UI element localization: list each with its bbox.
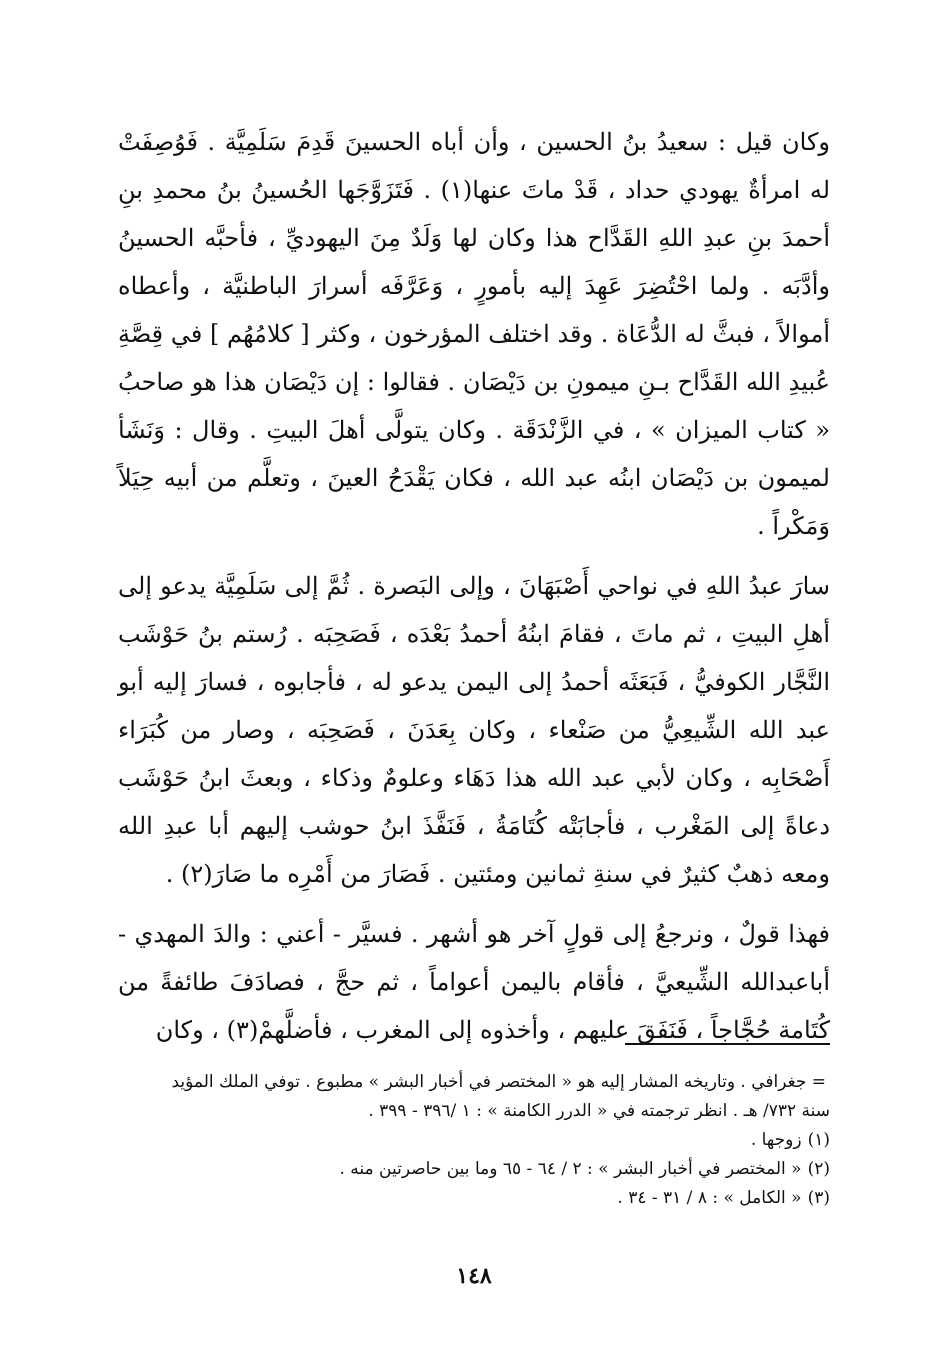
footnote-2	[118, 1155, 830, 1184]
footnote-3-text: « الكامل » : ٨ / ٣١ - ٣٤ .	[617, 1188, 802, 1208]
paragraph-3: فهذا قولٌ ، ونرجعُ إلى قولٍ آخر هو أشهر . فسيَّر - أعني : والدَ المهدي - أباعبدالله الشِّيعيَّ ، فأقام باليمن أعواماً ، ثم حجَّ ، فصادَفَ طائفةً من كُتَامة حُجَّاجاً ، فَنَفَقَ عليهم ، وأخذوه إلى المغرب ، فأضلَّهمْ(٣) ، وكان	[118, 920, 830, 1044]
footnote-2-text: « المختصر في أخبار البشر » : ٢ / ٦٤ - ٦٥ وما بين حاصرتين منه .	[339, 1159, 802, 1179]
footnote-2-number: (٢)	[807, 1159, 830, 1179]
footnote-1-number: (١)	[807, 1130, 830, 1150]
footnote-separator	[625, 1043, 830, 1045]
footnotes	[118, 1068, 830, 1213]
footnote-3	[118, 1184, 830, 1213]
paragraph-1: وكان قيل : سعيدُ بنُ الحسين ، وأن أباه الحسينَ قَدِمَ سَلَمِيَّة . فَوُصِفَتْ له امرأةٌ يهودي حداد ، قَدْ ماتَ عنها(١) . فَتَزَوَّجَها الحُسينُ بنُ محمدِ بنِ أحمدَ بنِ عبدِ اللهِ القَدَّاح هذا وكان لها وَلَدٌ مِنَ اليهوديِّ ، فأحبَّه الحسينُ وأدَّبَه . ولما احْتُضِرَ عَهِدَ إليه بأمورٍ ، وَعَرَّفَه أسرارَ الباطنيَّة ، وأعطاه أموالاً ، فبثَّ له الدُّعَاة . وقد اختلف المؤرخون ، وكثر [ كلامُهُم ] في قِصَّةِ عُبيدِ الله القَدَّاح بـنِ ميمونِ بن دَيْصَان . فقالوا : إن دَيْصَان هذا هو صاحبُ « كتاب الميزان » ، في الزَّنْدَقَة . وكان يتولَّى أهلَ البيتِ . وقال : وَنَشَأ لميمون بن دَيْصَان ابنُه عبد الله ، فكان يَقْدَحُ العينَ ، وتعلَّم من أبيه حِيَلاً وَمَكْراً .	[118, 128, 831, 540]
footnote-1	[118, 1126, 830, 1155]
footnote-continuation-line-1: = جغرافي . وتاريخه المشار إليه هو « المختصر في أخبار البشر » مطبوع . توفي الملك المؤيد	[171, 1072, 826, 1092]
paragraph-2: سارَ عبدُ اللهِ في نواحي أَصْبَهَانَ ، وإلى البَصرة . ثُمَّ إلى سَلَمِيَّة يدعو إلى أهلِ البيتِ ، ثم ماتَ ، فقامَ ابنُهُ أحمدُ بَعْدَه ، فَصَحِبَه . رُستم بنُ حَوْشَب النَّجَّار الكوفيُّ ، فَبَعَثَه أحمدُ إلى اليمن يدعو له ، فأجابوه ، فسارَ إليه أبو عبد الله الشِّيعِيُّ من صَنْعاء ، وكان بِعَدَنَ ، فَصَحِبَه ، وصار من كُبَرَاء أَصْحَابِه ، وكان لأبي عبد الله هذا دَهَاء وعلومٌ وذكاء ، وبعثَ ابنُ حَوْشَب دعاةً إلى المَغْرب ، فأجابَتْه كُتَامَةُ ، فَنَفَّذَ ابنُ حوشب إليهم أبا عبدِ الله ومعه ذهبٌ كثيرٌ في سنةِ ثمانين ومئتين . فَصَارَ من أَمْرِه ما صَارَ(٢) .	[118, 572, 830, 888]
book-page	[118, 118, 830, 1318]
footnote-1-text: زوجها .	[750, 1130, 802, 1150]
main-text	[118, 118, 830, 1054]
page-number: ١٤٨	[456, 1263, 492, 1289]
footnote-3-number: (٣)	[807, 1188, 830, 1208]
footnote-continuation-line-2: سنة ٧٣٢/ هـ . انظر ترجمته في « الدرر الكامنة » : ١ /٣٩٦ - ٣٩٩ .	[368, 1101, 830, 1121]
